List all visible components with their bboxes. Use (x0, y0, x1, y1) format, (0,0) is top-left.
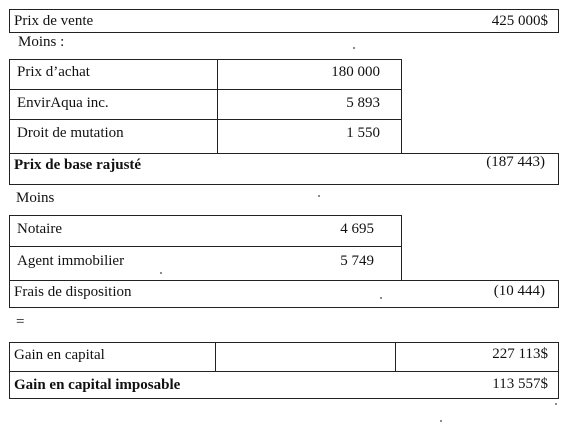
less-label-1: Moins : (18, 34, 65, 50)
cost-row-separator (9, 119, 402, 120)
scan-speck (380, 297, 382, 299)
disposal-value-agent: 5 749 (340, 253, 374, 269)
scan-speck (555, 403, 557, 405)
scan-speck (353, 47, 355, 49)
disposal-value-notary: 4 695 (340, 221, 374, 237)
sale-price-label: Prix de vente (14, 13, 94, 29)
adjusted-base-value: (187 443) (486, 154, 545, 170)
capital-gain-divider (215, 342, 216, 372)
cost-value-purchase: 180 000 (331, 64, 380, 80)
cost-row-separator (9, 89, 402, 90)
cost-label-enviraqua: EnvirAqua inc. (17, 95, 109, 111)
disposal-total-label: Frais de disposition (14, 284, 132, 300)
adjusted-base-label: Prix de base rajusté (14, 157, 142, 173)
cost-value-transfer-duty: 1 550 (346, 125, 380, 141)
cost-value-enviraqua: 5 893 (346, 95, 380, 111)
disposal-row-separator (9, 246, 402, 247)
disposal-label-agent: Agent immobilier (17, 253, 125, 269)
capital-gain-divider (395, 342, 396, 372)
sale-price-value: 425 000$ (491, 13, 548, 29)
cost-label-purchase: Prix d’achat (17, 64, 90, 80)
less-label-2: Moins (16, 190, 55, 206)
disposal-total-value: (10 444) (493, 283, 545, 299)
scan-speck (318, 195, 320, 197)
equals-sign: = (16, 314, 25, 330)
scan-speck (440, 420, 442, 422)
cost-label-transfer-duty: Droit de mutation (17, 125, 124, 141)
cost-table-divider (217, 59, 218, 154)
capital-gain-row-separator (9, 371, 559, 372)
disposal-label-notary: Notaire (17, 221, 62, 237)
scan-speck (160, 272, 162, 274)
taxable-gain-value: 113 557$ (492, 376, 548, 392)
taxable-gain-label: Gain en capital imposable (14, 377, 181, 393)
capital-gain-value: 227 113$ (492, 346, 548, 362)
capital-gain-label: Gain en capital (14, 347, 105, 363)
